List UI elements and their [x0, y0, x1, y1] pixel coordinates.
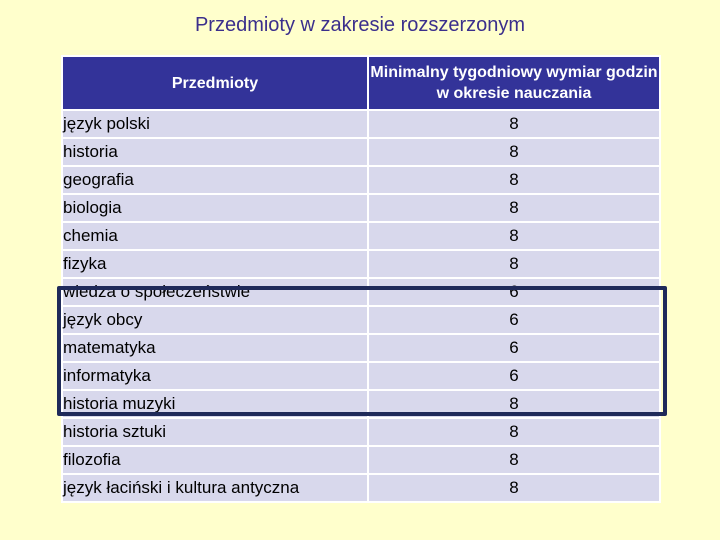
- subject-name: fizyka: [62, 250, 368, 278]
- subject-name: geografia: [62, 166, 368, 194]
- hours-value: 8: [368, 474, 660, 502]
- subject-name: chemia: [62, 222, 368, 250]
- table-row: [62, 474, 660, 502]
- page-title: Przedmioty w zakresie rozszerzonym: [194, 14, 526, 36]
- subject-name: język polski: [62, 110, 368, 138]
- hours-value: 6: [368, 306, 660, 334]
- table-row: [62, 446, 660, 474]
- subject-name: historia muzyki: [62, 390, 368, 418]
- hours-value: 8: [368, 446, 660, 474]
- hours-value: 8: [368, 222, 660, 250]
- hours-value: 8: [368, 390, 660, 418]
- subject-name: filozofia: [62, 446, 368, 474]
- table-row: [62, 166, 660, 194]
- table-row: [62, 418, 660, 446]
- table-row: [62, 390, 660, 418]
- subject-name: historia sztuki: [62, 418, 368, 446]
- table-row: [62, 306, 660, 334]
- header-subjects: Przedmioty: [62, 56, 368, 110]
- subject-name: historia: [62, 138, 368, 166]
- hours-value: 6: [368, 278, 660, 306]
- hours-value: 8: [368, 250, 660, 278]
- subject-name: informatyka: [62, 362, 368, 390]
- subject-name: język łaciński i kultura antyczna: [62, 474, 368, 502]
- header-hours: Minimalny tygodniowy wymiar godzin w okresie nauczania: [368, 56, 660, 110]
- table-row: [62, 334, 660, 362]
- subject-name: biologia: [62, 194, 368, 222]
- subject-name: język obcy: [62, 306, 368, 334]
- table-row: [62, 138, 660, 166]
- table-row: [62, 110, 660, 138]
- hours-value: 8: [368, 110, 660, 138]
- table-row: [62, 222, 660, 250]
- hours-value: 8: [368, 194, 660, 222]
- subjects-table: [61, 55, 661, 503]
- hours-value: 8: [368, 418, 660, 446]
- hours-value: 6: [368, 362, 660, 390]
- table-row: [62, 250, 660, 278]
- subject-name: wiedza o społeczeństwie: [62, 278, 368, 306]
- table-header-row: [62, 56, 660, 110]
- table-row: [62, 362, 660, 390]
- hours-value: 6: [368, 334, 660, 362]
- hours-value: 8: [368, 138, 660, 166]
- table-row: [62, 278, 660, 306]
- hours-value: 8: [368, 166, 660, 194]
- subject-name: matematyka: [62, 334, 368, 362]
- table-row: [62, 194, 660, 222]
